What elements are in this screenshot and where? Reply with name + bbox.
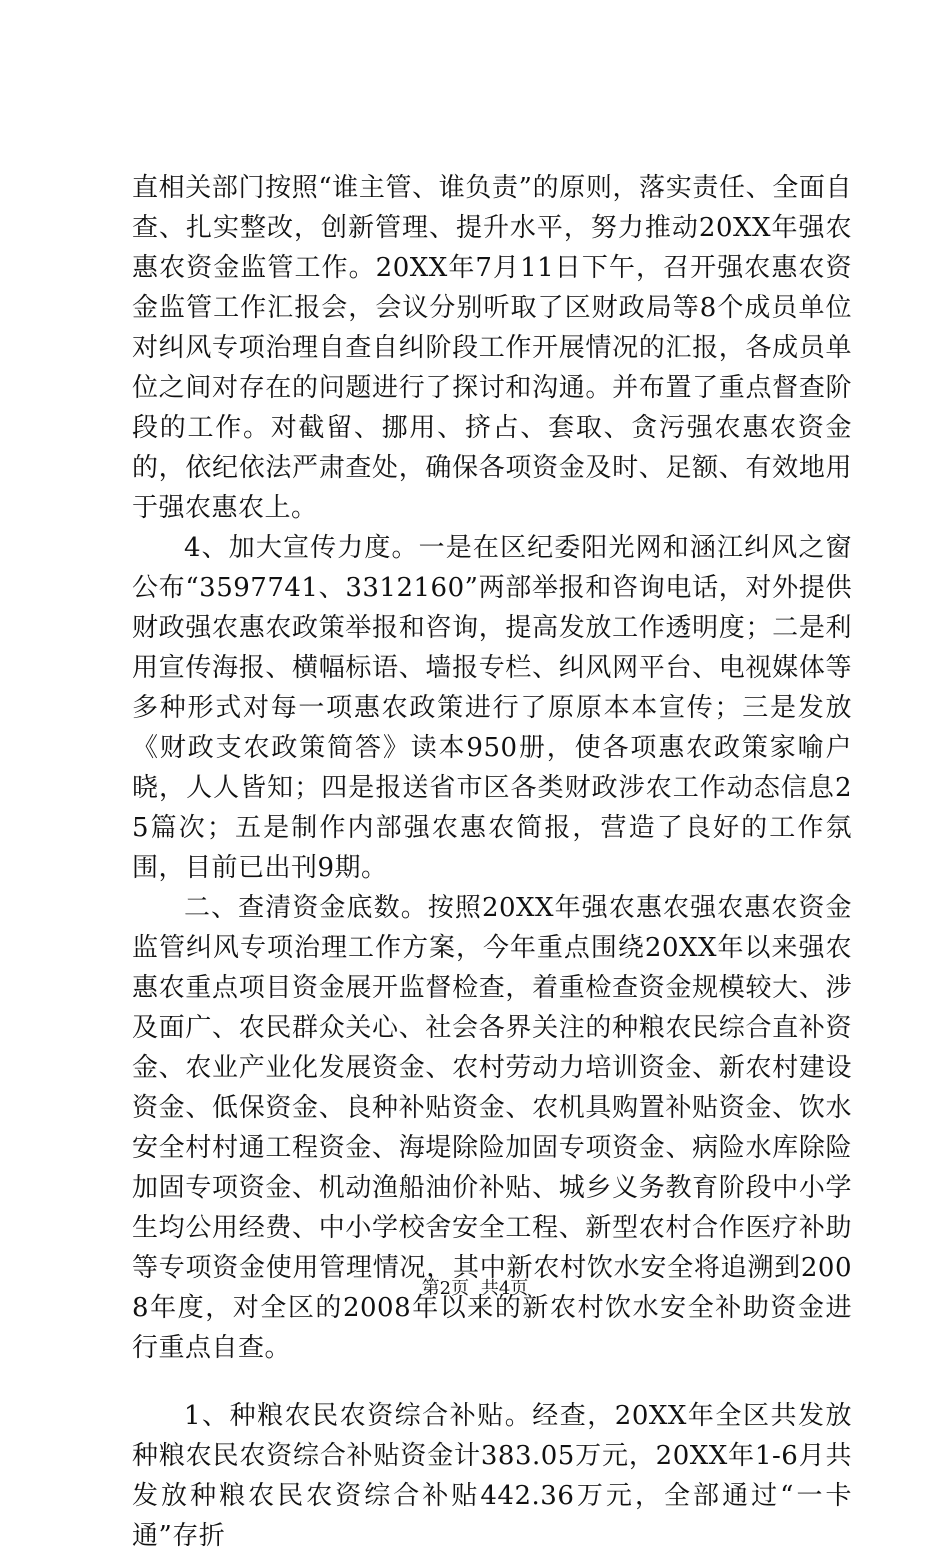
page-number: 第2页 (421, 1278, 470, 1299)
document-body (132, 168, 852, 1556)
paragraph-fund-audit: 二、查清资金底数。按照20XX年强农惠农强农惠农资金监管纠风专项治理工作方案，今年重点围绕20XX年以来强农惠农重点项目资金展开监督检查，着重检查资金规模较大、涉及面广、农民群众关心、社会各界关注的种粮农民综合直补资金、农业产业化发展资金、农村劳动力培训资金、新农村建设资金、低保资金、良种补贴资金、农机具购置补贴资金、饮水安全村村通工程资金、海堤除险加固专项资金、病险水库除险加固专项资金、机动渔船油价补贴、城乡义务教育阶段中小学生均公用经费、中小学校舍安全工程、新型农村合作医疗补助等专项资金使用管理情况，其中新农村饮水安全将追溯到2008年度，对全区的2008年以来的新农村饮水安全补助资金进行重点自查。 (132, 893, 852, 1363)
paragraph-publicity: 4、加大宣传力度。一是在区纪委阳光网和涵江纠风之窗公布“3597741、3312160”两部举报和咨询电话，对外提供财政强农惠农政策举报和咨询，提高发放工作透明度；二是利用宣传海报、横幅标语、墙报专栏、纠风网平台、电视媒体等多种形式对每一项惠农政策进行了原原本本宣传；三是发放《财政支农政策简答》读本950册，使各项惠农政策家喻户晓，人人皆知；四是报送省市区各类财政涉农工作动态信息25篇次；五是制作内部强农惠农简报，营造了良好的工作氛围，目前已出刊9期。 (132, 533, 852, 883)
paragraph-grain-subsidy: 1、种粮农民农资综合补贴。经查，20XX年全区共发放种粮农民农资综合补贴资金计383.05万元，20XX年1-6月共发放种粮农民农资综合补贴442.36万元，全部通过“一卡通”存折 (132, 1401, 852, 1551)
page-footer (0, 1277, 950, 1301)
page-total: 共4页 (480, 1278, 529, 1299)
paragraph-continuation: 直相关部门按照“谁主管、谁负责”的原则，落实责任、全面自查、扎实整改，创新管理、提升水平，努力推动20XX年强农惠农资金监管工作。20XX年7月11日下午，召开强农惠农资金监管工作汇报会，会议分别听取了区财政局等8个成员单位对纠风专项治理自查自纠阶段工作开展情况的汇报，各成员单位之间对存在的问题进行了探讨和沟通。并布置了重点督查阶段的工作。对截留、挪用、挤占、套取、贪污强农惠农资金的，依纪依法严肃查处，确保各项资金及时、足额、有效地用于强农惠农上。 (132, 173, 852, 523)
